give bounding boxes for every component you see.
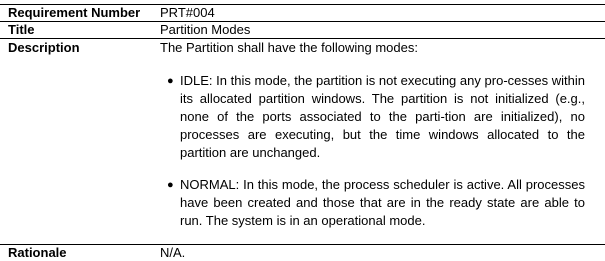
modes-list — [160, 72, 585, 230]
title-label: Title — [8, 22, 35, 37]
description-intro: The Partition shall have the following modes: — [160, 40, 418, 55]
description-body — [160, 40, 597, 244]
description-label: Description — [8, 40, 80, 55]
bullet-icon: ● — [167, 179, 174, 191]
list-item — [160, 176, 585, 230]
rationale-label: Rationale — [8, 245, 67, 260]
bullet-icon: ● — [167, 75, 174, 87]
title-value: Partition Modes — [160, 22, 251, 37]
requirement-number-value: PRT#004 — [160, 5, 215, 20]
requirement-number-label: Requirement Number — [8, 5, 141, 20]
list-item — [160, 72, 585, 162]
title-row — [0, 22, 605, 38]
requirement-number-row — [0, 5, 605, 21]
rationale-value: N/A. — [160, 245, 186, 260]
requirement-table — [0, 4, 605, 261]
mode-normal-text: NORMAL: In this mode, the process scheduler is active. All processes have been created and those that are in the ready state are able to run. The system is in an operational mode. — [180, 177, 585, 228]
mode-idle-text: IDLE: In this mode, the partition is not executing any pro-cesses within its allocated partition windows. The partition is not initialized (e.g., none of the ports associated to the parti-tion are initialized), no processes are executing, but the time windows allocated to the partition are unchanged. — [180, 73, 585, 160]
description-row — [0, 39, 605, 244]
rationale-row — [0, 245, 605, 261]
